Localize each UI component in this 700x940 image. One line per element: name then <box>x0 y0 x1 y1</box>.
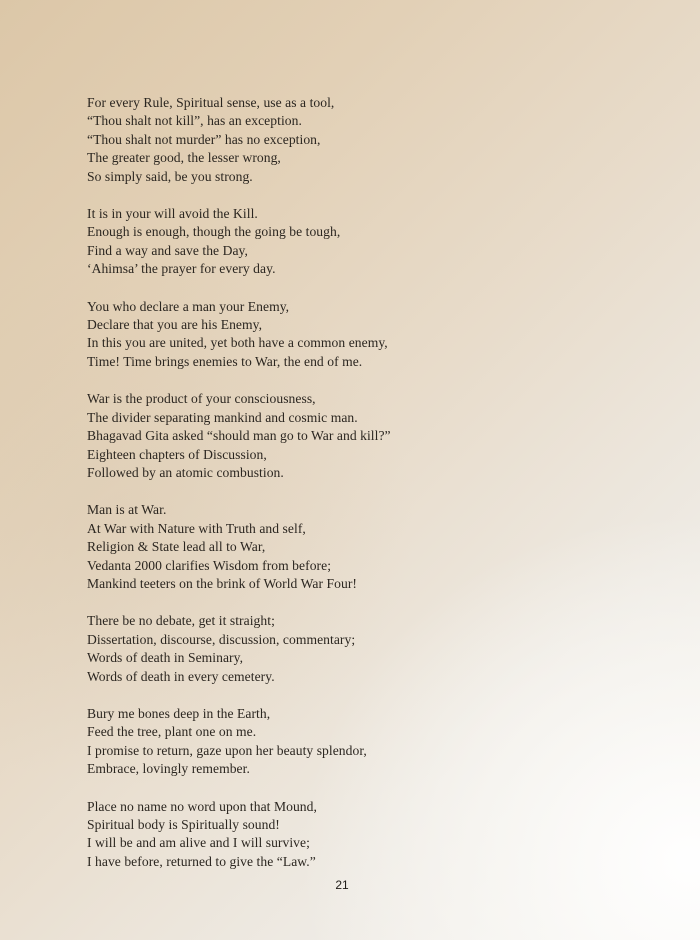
poem-line: In this you are united, yet both have a common enemy, <box>87 335 388 351</box>
poem-line: Vedanta 2000 clarifies Wisdom from before; <box>87 557 332 573</box>
poem-line: Embrace, lovingly remember. <box>87 761 250 777</box>
poem-line: Time! Time brings enemies to War, the end of me. <box>87 353 363 369</box>
poem-line: At War with Nature with Truth and self, <box>87 520 306 536</box>
poem-line: Words of death in every cemetery. <box>87 668 275 684</box>
page-number: 21 <box>335 878 349 892</box>
poem-line: Eighteen chapters of Discussion, <box>87 446 267 462</box>
poem-line: “Thou shalt not kill”, has an exception. <box>87 113 302 129</box>
stanza-8 <box>87 798 667 872</box>
poem-line: Feed the tree, plant one on me. <box>87 724 257 740</box>
poem-line: I promise to return, gaze upon her beauty splendor, <box>87 742 367 758</box>
poem-line: Find a way and save the Day, <box>87 242 248 258</box>
stanza-4 <box>87 390 667 482</box>
poem-line: It is in your will avoid the Kill. <box>87 206 258 222</box>
stanza-2 <box>87 205 667 279</box>
poem-line: Man is at War. <box>87 502 167 518</box>
poem-line: Mankind teeters on the brink of World War Four! <box>87 575 357 591</box>
stanza-3 <box>87 298 667 372</box>
poem-line: The divider separating mankind and cosmic man. <box>87 409 358 425</box>
poem-line: So simply said, be you strong. <box>87 168 253 184</box>
poem-line: For every Rule, Spiritual sense, use as a tool, <box>87 95 335 110</box>
poem-line: Bhagavad Gita asked “should man go to War and kill?” <box>87 428 391 444</box>
poem-line: War is the product of your consciousness, <box>87 391 316 407</box>
poem-line: “Thou shalt not murder” has no exception, <box>87 131 321 147</box>
poem-line: There be no debate, get it straight; <box>87 613 275 629</box>
poem-body <box>87 94 667 890</box>
poem-line: You who declare a man your Enemy, <box>87 298 290 314</box>
poem-line: I will be and am alive and I will survive; <box>87 835 310 851</box>
poem-line: I have before, returned to give the “Law.” <box>87 853 316 869</box>
poem-line: Enough is enough, though the going be tough, <box>87 224 341 240</box>
stanza-6 <box>87 612 667 686</box>
poem-line: Spiritual body is Spiritually sound! <box>87 817 280 832</box>
poem-line: Words of death in Seminary, <box>87 650 244 666</box>
poem-line: Place no name no word upon that Mound, <box>87 798 317 814</box>
poem-line: Religion & State lead all to War, <box>87 539 266 555</box>
stanza-7 <box>87 705 667 779</box>
poem-line: The greater good, the lesser wrong, <box>87 150 281 166</box>
poem-line: ‘Ahimsa’ the prayer for every day. <box>87 261 276 277</box>
stanza-1 <box>87 94 667 186</box>
poem-line: Followed by an atomic combustion. <box>87 464 284 480</box>
poem-line: Bury me bones deep in the Earth, <box>87 705 271 721</box>
stanza-5 <box>87 501 667 593</box>
poem-line: Dissertation, discourse, discussion, commentary; <box>87 631 356 647</box>
poem-line: Declare that you are his Enemy, <box>87 317 263 333</box>
